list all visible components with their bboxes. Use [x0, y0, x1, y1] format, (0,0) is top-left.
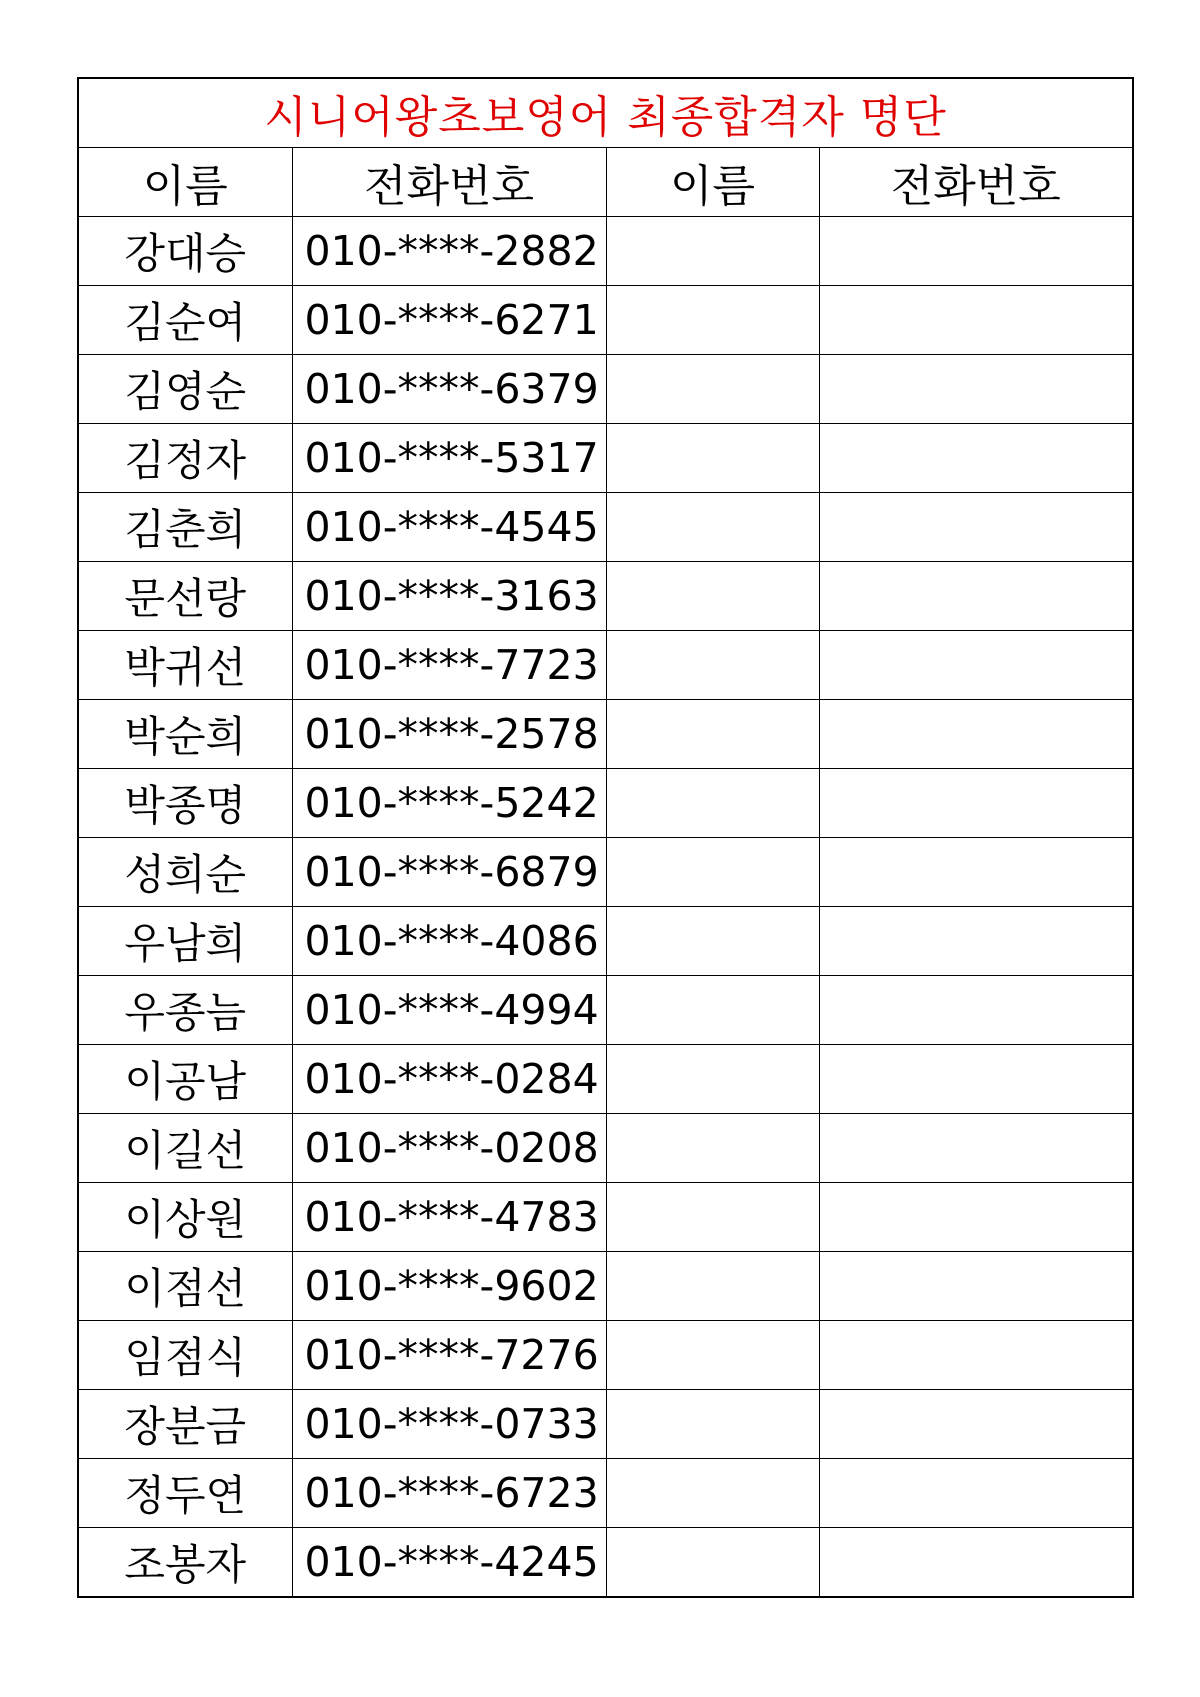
- name-cell: 이상원: [78, 1183, 292, 1252]
- empty-phone-cell: [819, 1183, 1133, 1252]
- phone-cell: 010-****-2882: [292, 217, 606, 286]
- phone-cell: 010-****-3163: [292, 562, 606, 631]
- phone-cell: 010-****-4783: [292, 1183, 606, 1252]
- table-row: [78, 286, 1133, 355]
- empty-name-cell: [606, 424, 819, 493]
- phone-cell: 010-****-6379: [292, 355, 606, 424]
- phone-cell: 010-****-2578: [292, 700, 606, 769]
- table-row: [78, 1390, 1133, 1459]
- table-row: [78, 976, 1133, 1045]
- name-cell: 이공남: [78, 1045, 292, 1114]
- empty-name-cell: [606, 217, 819, 286]
- empty-name-cell: [606, 838, 819, 907]
- table-row: [78, 217, 1133, 286]
- phone-cell: 010-****-6723: [292, 1459, 606, 1528]
- name-cell: 이점선: [78, 1252, 292, 1321]
- name-cell: 김영순: [78, 355, 292, 424]
- empty-name-cell: [606, 976, 819, 1045]
- name-cell: 장분금: [78, 1390, 292, 1459]
- table-row: [78, 631, 1133, 700]
- empty-phone-cell: [819, 1321, 1133, 1390]
- empty-name-cell: [606, 1459, 819, 1528]
- empty-name-cell: [606, 1114, 819, 1183]
- empty-name-cell: [606, 631, 819, 700]
- table-row: [78, 1114, 1133, 1183]
- phone-cell: 010-****-7276: [292, 1321, 606, 1390]
- empty-name-cell: [606, 286, 819, 355]
- name-cell: 이길선: [78, 1114, 292, 1183]
- table-row: [78, 424, 1133, 493]
- phone-cell: 010-****-6879: [292, 838, 606, 907]
- empty-phone-cell: [819, 1390, 1133, 1459]
- empty-name-cell: [606, 1390, 819, 1459]
- empty-phone-cell: [819, 424, 1133, 493]
- name-cell: 김정자: [78, 424, 292, 493]
- empty-phone-cell: [819, 1528, 1133, 1598]
- empty-name-cell: [606, 700, 819, 769]
- empty-name-cell: [606, 493, 819, 562]
- table-row: [78, 1252, 1133, 1321]
- empty-phone-cell: [819, 700, 1133, 769]
- empty-name-cell: [606, 562, 819, 631]
- table-row: [78, 1183, 1133, 1252]
- name-cell: 박순희: [78, 700, 292, 769]
- roster-table: [77, 77, 1134, 1598]
- table-row: [78, 562, 1133, 631]
- name-cell: 우종늠: [78, 976, 292, 1045]
- name-cell: 조봉자: [78, 1528, 292, 1598]
- table-row: [78, 1528, 1133, 1598]
- name-cell: 박종명: [78, 769, 292, 838]
- name-cell: 문선랑: [78, 562, 292, 631]
- table-row: [78, 700, 1133, 769]
- table-row: [78, 1321, 1133, 1390]
- empty-name-cell: [606, 355, 819, 424]
- empty-name-cell: [606, 769, 819, 838]
- empty-phone-cell: [819, 1045, 1133, 1114]
- empty-name-cell: [606, 907, 819, 976]
- header-name-1: 이름: [78, 148, 292, 217]
- name-cell: 정두연: [78, 1459, 292, 1528]
- name-cell: 김춘희: [78, 493, 292, 562]
- title-row: [78, 78, 1133, 148]
- phone-cell: 010-****-6271: [292, 286, 606, 355]
- empty-phone-cell: [819, 769, 1133, 838]
- phone-cell: 010-****-0733: [292, 1390, 606, 1459]
- empty-phone-cell: [819, 631, 1133, 700]
- phone-cell: 010-****-0208: [292, 1114, 606, 1183]
- name-cell: 김순여: [78, 286, 292, 355]
- phone-cell: 010-****-4545: [292, 493, 606, 562]
- phone-cell: 010-****-5242: [292, 769, 606, 838]
- table-row: [78, 907, 1133, 976]
- table-row: [78, 493, 1133, 562]
- empty-phone-cell: [819, 1459, 1133, 1528]
- phone-cell: 010-****-7723: [292, 631, 606, 700]
- empty-phone-cell: [819, 907, 1133, 976]
- roster-sheet: [77, 77, 1132, 1598]
- table-row: [78, 1045, 1133, 1114]
- empty-name-cell: [606, 1252, 819, 1321]
- empty-phone-cell: [819, 562, 1133, 631]
- empty-name-cell: [606, 1528, 819, 1598]
- header-phone-1: 전화번호: [292, 148, 606, 217]
- header-name-2: 이름: [606, 148, 819, 217]
- empty-phone-cell: [819, 838, 1133, 907]
- phone-cell: 010-****-5317: [292, 424, 606, 493]
- empty-name-cell: [606, 1045, 819, 1114]
- name-cell: 박귀선: [78, 631, 292, 700]
- phone-cell: 010-****-9602: [292, 1252, 606, 1321]
- empty-name-cell: [606, 1321, 819, 1390]
- name-cell: 성희순: [78, 838, 292, 907]
- phone-cell: 010-****-0284: [292, 1045, 606, 1114]
- table-row: [78, 1459, 1133, 1528]
- document-title: 시니어왕초보영어 최종합격자 명단: [78, 78, 1133, 148]
- empty-phone-cell: [819, 217, 1133, 286]
- header-phone-2: 전화번호: [819, 148, 1133, 217]
- table-row: [78, 769, 1133, 838]
- roster-body: [78, 217, 1133, 1598]
- empty-phone-cell: [819, 286, 1133, 355]
- empty-phone-cell: [819, 493, 1133, 562]
- name-cell: 우남희: [78, 907, 292, 976]
- phone-cell: 010-****-4086: [292, 907, 606, 976]
- empty-phone-cell: [819, 976, 1133, 1045]
- empty-name-cell: [606, 1183, 819, 1252]
- name-cell: 임점식: [78, 1321, 292, 1390]
- empty-phone-cell: [819, 1114, 1133, 1183]
- name-cell: 강대승: [78, 217, 292, 286]
- phone-cell: 010-****-4245: [292, 1528, 606, 1598]
- table-row: [78, 355, 1133, 424]
- empty-phone-cell: [819, 1252, 1133, 1321]
- phone-cell: 010-****-4994: [292, 976, 606, 1045]
- header-row: [78, 148, 1133, 217]
- empty-phone-cell: [819, 355, 1133, 424]
- table-row: [78, 838, 1133, 907]
